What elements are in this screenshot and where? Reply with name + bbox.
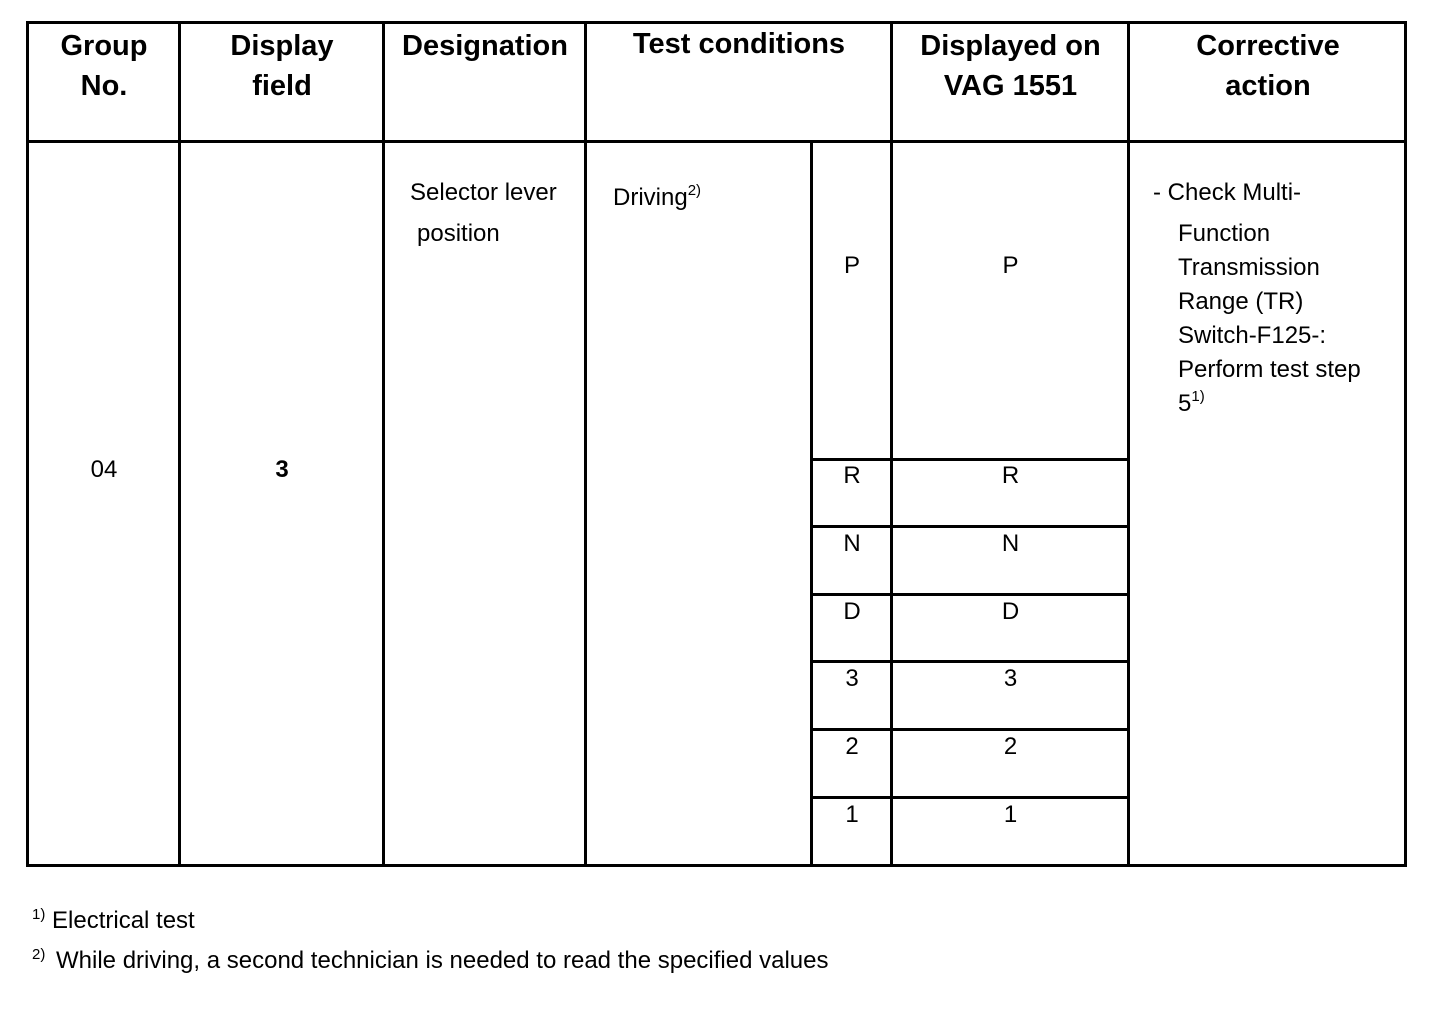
corrective-action-step: 5: [1178, 390, 1192, 417]
header-group-no-line2: No.: [80, 70, 128, 102]
test-condition-text: Driving: [613, 184, 688, 211]
header-designation: [385, 26, 585, 66]
selector-position-2: 2: [845, 733, 859, 760]
header-displayed-on: [893, 26, 1128, 106]
corrective-action-line4: Range (TR): [1178, 288, 1304, 315]
header-test-conditions: [587, 24, 891, 64]
corrective-action-line2: Function: [1178, 220, 1271, 247]
footnote-ref-1: 1): [1191, 388, 1205, 405]
footnote-1-text: Electrical test: [52, 907, 195, 934]
corrective-action-line1: - Check Multi-: [1153, 179, 1302, 206]
col-divider-2: [382, 21, 385, 867]
displayed-position-3: 3: [1003, 665, 1018, 692]
selector-position-p: P: [843, 252, 860, 279]
header-divider: [26, 140, 1407, 143]
corrective-action-value: [1153, 176, 1361, 421]
corrective-action-line5: Switch-F125-:: [1178, 322, 1327, 349]
displayed-position-n: N: [1001, 530, 1020, 557]
footnote-ref-2: 2): [687, 182, 702, 199]
corrective-action-line7: [1153, 387, 1361, 421]
header-test-conditions-text: Test conditions: [632, 28, 846, 60]
header-designation-text: Designation: [402, 30, 568, 62]
displayed-position-p: P: [1002, 252, 1019, 279]
selector-position-r: R: [843, 462, 861, 489]
display-field-value: 3: [275, 456, 289, 483]
corrective-action-line6: Perform test step: [1178, 356, 1361, 383]
header-display-field: [181, 26, 383, 106]
corrective-action-line3: Transmission: [1178, 254, 1320, 281]
designation-value: [410, 176, 557, 251]
test-condition-value: [613, 181, 701, 215]
col-divider-3: [584, 21, 587, 867]
header-displayed-on-line1: Displayed on: [920, 30, 1101, 62]
header-corrective-action-line1: Corrective: [1196, 30, 1340, 62]
header-display-field-line1: Display: [230, 30, 334, 62]
selector-position-n: N: [843, 530, 861, 557]
displayed-position-2: 2: [1003, 733, 1018, 760]
designation-line2: position: [417, 220, 500, 247]
header-group-no: [29, 26, 179, 106]
footnote-2-text: While driving, a second technician is needed to read the specified values: [56, 947, 829, 974]
displayed-position-d: D: [1001, 598, 1020, 625]
group-no-value: 04: [90, 456, 118, 483]
col-divider-1: [178, 21, 181, 867]
footnote-1-mark: 1): [32, 906, 46, 923]
displayed-position-r: R: [1001, 462, 1020, 489]
table-border: [26, 21, 1407, 867]
header-display-field-line2: field: [252, 70, 312, 102]
header-corrective-action-line2: action: [1225, 70, 1311, 102]
footnote-2-mark: 2): [32, 946, 46, 963]
selector-position-1: 1: [845, 801, 859, 828]
footnote-1: [32, 906, 195, 936]
footnote-2: [32, 946, 828, 976]
displayed-position-1: 1: [1003, 801, 1018, 828]
header-group-no-line1: Group: [60, 30, 148, 62]
selector-position-d: D: [843, 598, 861, 625]
header-displayed-on-line2: VAG 1551: [943, 70, 1078, 102]
designation-line1: Selector lever: [410, 179, 557, 206]
selector-position-3: 3: [845, 665, 859, 692]
header-corrective-action: [1130, 26, 1406, 106]
